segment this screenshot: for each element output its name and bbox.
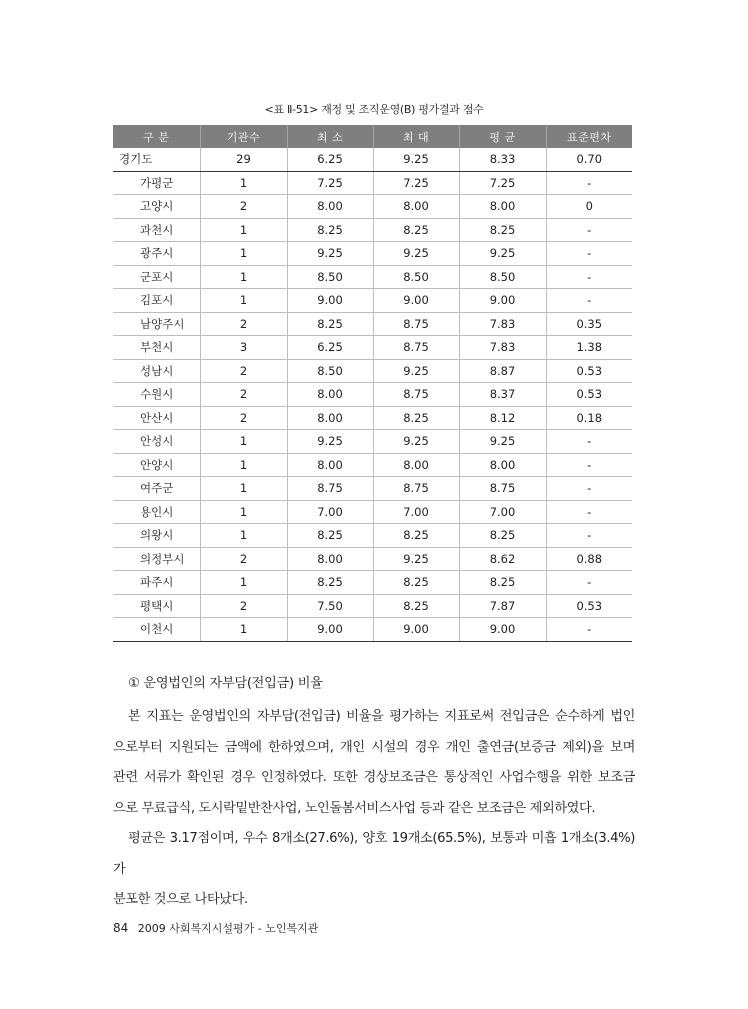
cell-name: 수원시 bbox=[113, 383, 200, 407]
cell-avg: 7.83 bbox=[459, 336, 546, 360]
cell-count: 1 bbox=[200, 524, 287, 548]
cell-sd: - bbox=[546, 477, 632, 501]
cell-sd: 0 bbox=[546, 195, 632, 219]
header-count: 기관수 bbox=[200, 125, 287, 148]
cell-avg: 9.00 bbox=[459, 618, 546, 642]
table-row-total bbox=[113, 148, 632, 171]
cell-min: 9.25 bbox=[287, 430, 373, 454]
table-row bbox=[113, 477, 632, 501]
cell-sd: - bbox=[546, 453, 632, 477]
cell-sd: 0.53 bbox=[546, 383, 632, 407]
cell-count: 2 bbox=[200, 312, 287, 336]
section-heading: ① 운영법인의 자부담(전입금) 비율 bbox=[128, 676, 323, 691]
table-row bbox=[113, 336, 632, 360]
cell-sd: 0.18 bbox=[546, 406, 632, 430]
cell-avg: 8.50 bbox=[459, 265, 546, 289]
cell-count: 1 bbox=[200, 618, 287, 642]
cell-count: 1 bbox=[200, 477, 287, 501]
cell-max: 9.00 bbox=[373, 618, 459, 642]
table-row bbox=[113, 594, 632, 618]
cell-avg: 8.00 bbox=[459, 195, 546, 219]
cell-name: 의왕시 bbox=[113, 524, 200, 548]
cell-sd: - bbox=[546, 618, 632, 642]
cell-min: 8.00 bbox=[287, 406, 373, 430]
cell-name: 안성시 bbox=[113, 430, 200, 454]
footer-title: 2009 사회복지시설평가 - 노인복지관 bbox=[137, 922, 319, 935]
cell-sd: 0.53 bbox=[546, 594, 632, 618]
cell-name: 군포시 bbox=[113, 265, 200, 289]
table-row bbox=[113, 289, 632, 313]
cell-count: 1 bbox=[200, 453, 287, 477]
cell-avg: 7.83 bbox=[459, 312, 546, 336]
table-row bbox=[113, 618, 632, 642]
cell-min: 7.50 bbox=[287, 594, 373, 618]
cell-min: 8.00 bbox=[287, 547, 373, 571]
cell-sd: 0.70 bbox=[546, 148, 632, 171]
cell-max: 7.00 bbox=[373, 500, 459, 524]
cell-max: 8.25 bbox=[373, 218, 459, 242]
table-row bbox=[113, 500, 632, 524]
cell-max: 8.25 bbox=[373, 524, 459, 548]
paragraph-line: 으로부터 지원되는 금액에 한하였으며, 개인 시설의 경우 개인 출연금(보증금 제외)을 보며 bbox=[113, 739, 635, 755]
cell-sd: - bbox=[546, 171, 632, 195]
cell-sd: 0.53 bbox=[546, 359, 632, 383]
cell-min: 8.00 bbox=[287, 453, 373, 477]
paragraph-line: 평균은 3.17점이며, 우수 8개소(27.6%), 양호 19개소(65.5%), 보통과 미흡 1개소(3.4%)가 bbox=[113, 831, 635, 877]
table-row bbox=[113, 406, 632, 430]
cell-count: 1 bbox=[200, 218, 287, 242]
table-row bbox=[113, 453, 632, 477]
cell-max: 8.75 bbox=[373, 312, 459, 336]
cell-avg: 8.25 bbox=[459, 218, 546, 242]
cell-name: 광주시 bbox=[113, 242, 200, 266]
cell-avg: 8.25 bbox=[459, 524, 546, 548]
cell-count: 2 bbox=[200, 359, 287, 383]
cell-avg: 9.25 bbox=[459, 430, 546, 454]
cell-min: 8.50 bbox=[287, 359, 373, 383]
cell-min: 8.75 bbox=[287, 477, 373, 501]
cell-max: 8.00 bbox=[373, 453, 459, 477]
paragraph-line: 으로 무료급식, 도시락밑반찬사업, 노인돌봄서비스사업 등과 같은 보조금은 제외하였다. bbox=[113, 800, 596, 816]
cell-max: 9.25 bbox=[373, 547, 459, 571]
cell-name: 김포시 bbox=[113, 289, 200, 313]
cell-name: 성남시 bbox=[113, 359, 200, 383]
cell-max: 9.25 bbox=[373, 430, 459, 454]
cell-max: 8.25 bbox=[373, 594, 459, 618]
table-row bbox=[113, 571, 632, 595]
paragraph-line: 분포한 것으로 나타났다. bbox=[113, 892, 248, 908]
cell-count: 1 bbox=[200, 571, 287, 595]
paragraph-2 bbox=[113, 824, 635, 916]
cell-name: 안산시 bbox=[113, 406, 200, 430]
table-header-row bbox=[113, 125, 632, 148]
header-category: 구 분 bbox=[113, 125, 200, 148]
table-row bbox=[113, 218, 632, 242]
cell-avg: 9.00 bbox=[459, 289, 546, 313]
cell-count: 2 bbox=[200, 383, 287, 407]
table-row bbox=[113, 171, 632, 195]
cell-max: 7.25 bbox=[373, 171, 459, 195]
cell-min: 8.25 bbox=[287, 524, 373, 548]
cell-name: 용인시 bbox=[113, 500, 200, 524]
table-row bbox=[113, 547, 632, 571]
table-row bbox=[113, 430, 632, 454]
cell-avg: 8.62 bbox=[459, 547, 546, 571]
cell-name: 과천시 bbox=[113, 218, 200, 242]
cell-sd: 0.35 bbox=[546, 312, 632, 336]
score-table bbox=[113, 125, 632, 642]
header-sd: 표준편차 bbox=[546, 125, 632, 148]
cell-min: 8.00 bbox=[287, 383, 373, 407]
table-row bbox=[113, 383, 632, 407]
cell-avg: 8.75 bbox=[459, 477, 546, 501]
cell-name: 안양시 bbox=[113, 453, 200, 477]
cell-max: 8.50 bbox=[373, 265, 459, 289]
cell-min: 8.25 bbox=[287, 218, 373, 242]
page-number: 84 bbox=[113, 921, 129, 935]
cell-sd: - bbox=[546, 289, 632, 313]
cell-max: 8.75 bbox=[373, 383, 459, 407]
cell-min: 9.25 bbox=[287, 242, 373, 266]
cell-min: 9.00 bbox=[287, 618, 373, 642]
cell-max: 9.25 bbox=[373, 359, 459, 383]
cell-count: 2 bbox=[200, 195, 287, 219]
cell-min: 9.00 bbox=[287, 289, 373, 313]
paragraph-1 bbox=[113, 702, 635, 824]
cell-avg: 9.25 bbox=[459, 242, 546, 266]
table-row bbox=[113, 265, 632, 289]
cell-min: 8.00 bbox=[287, 195, 373, 219]
table-row bbox=[113, 242, 632, 266]
table-row bbox=[113, 195, 632, 219]
cell-count: 3 bbox=[200, 336, 287, 360]
cell-sd: - bbox=[546, 500, 632, 524]
table-row bbox=[113, 312, 632, 336]
cell-max: 8.25 bbox=[373, 406, 459, 430]
cell-count: 1 bbox=[200, 265, 287, 289]
cell-count: 2 bbox=[200, 406, 287, 430]
table-row bbox=[113, 524, 632, 548]
cell-sd: - bbox=[546, 524, 632, 548]
cell-count: 2 bbox=[200, 594, 287, 618]
cell-name: 경기도 bbox=[113, 148, 200, 171]
cell-avg: 8.33 bbox=[459, 148, 546, 171]
cell-max: 8.00 bbox=[373, 195, 459, 219]
cell-max: 8.75 bbox=[373, 336, 459, 360]
cell-sd: 1.38 bbox=[546, 336, 632, 360]
cell-sd: - bbox=[546, 430, 632, 454]
cell-name: 평택시 bbox=[113, 594, 200, 618]
cell-max: 8.25 bbox=[373, 571, 459, 595]
cell-name: 가평군 bbox=[113, 171, 200, 195]
header-max: 최 대 bbox=[373, 125, 459, 148]
cell-name: 여주군 bbox=[113, 477, 200, 501]
paragraph-line: 관련 서류가 확인된 경우 인정하였다. 또한 경상보조금은 통상적인 사업수행을 위한 보조금 bbox=[113, 770, 635, 786]
cell-avg: 8.87 bbox=[459, 359, 546, 383]
cell-avg: 7.00 bbox=[459, 500, 546, 524]
cell-min: 8.25 bbox=[287, 312, 373, 336]
cell-count: 29 bbox=[200, 148, 287, 171]
cell-count: 2 bbox=[200, 547, 287, 571]
cell-min: 6.25 bbox=[287, 148, 373, 171]
cell-max: 9.00 bbox=[373, 289, 459, 313]
cell-min: 7.00 bbox=[287, 500, 373, 524]
cell-avg: 8.00 bbox=[459, 453, 546, 477]
cell-sd: - bbox=[546, 265, 632, 289]
cell-max: 9.25 bbox=[373, 148, 459, 171]
table-row bbox=[113, 359, 632, 383]
header-min: 최 소 bbox=[287, 125, 373, 148]
cell-count: 1 bbox=[200, 289, 287, 313]
cell-max: 9.25 bbox=[373, 242, 459, 266]
cell-name: 파주시 bbox=[113, 571, 200, 595]
cell-name: 고양시 bbox=[113, 195, 200, 219]
cell-sd: 0.88 bbox=[546, 547, 632, 571]
cell-name: 부천시 bbox=[113, 336, 200, 360]
header-avg: 평 균 bbox=[459, 125, 546, 148]
cell-count: 1 bbox=[200, 171, 287, 195]
cell-avg: 8.25 bbox=[459, 571, 546, 595]
cell-count: 1 bbox=[200, 242, 287, 266]
cell-name: 이천시 bbox=[113, 618, 200, 642]
cell-sd: - bbox=[546, 242, 632, 266]
table-caption: <표 Ⅱ-51> 재정 및 조직운영(B) 평가결과 점수 bbox=[264, 103, 484, 116]
cell-sd: - bbox=[546, 571, 632, 595]
cell-name: 남양주시 bbox=[113, 312, 200, 336]
cell-min: 8.50 bbox=[287, 265, 373, 289]
cell-avg: 8.37 bbox=[459, 383, 546, 407]
cell-min: 6.25 bbox=[287, 336, 373, 360]
cell-min: 7.25 bbox=[287, 171, 373, 195]
paragraph-line: 본 지표는 운영법인의 자부담(전입금) 비율을 평가하는 지표로써 전입금은 순수하게 법인 bbox=[128, 709, 635, 724]
cell-sd: - bbox=[546, 218, 632, 242]
page-footer bbox=[113, 920, 318, 936]
cell-avg: 8.12 bbox=[459, 406, 546, 430]
cell-avg: 7.87 bbox=[459, 594, 546, 618]
cell-max: 8.75 bbox=[373, 477, 459, 501]
cell-avg: 7.25 bbox=[459, 171, 546, 195]
cell-count: 1 bbox=[200, 500, 287, 524]
cell-min: 8.25 bbox=[287, 571, 373, 595]
cell-count: 1 bbox=[200, 430, 287, 454]
cell-name: 의정부시 bbox=[113, 547, 200, 571]
